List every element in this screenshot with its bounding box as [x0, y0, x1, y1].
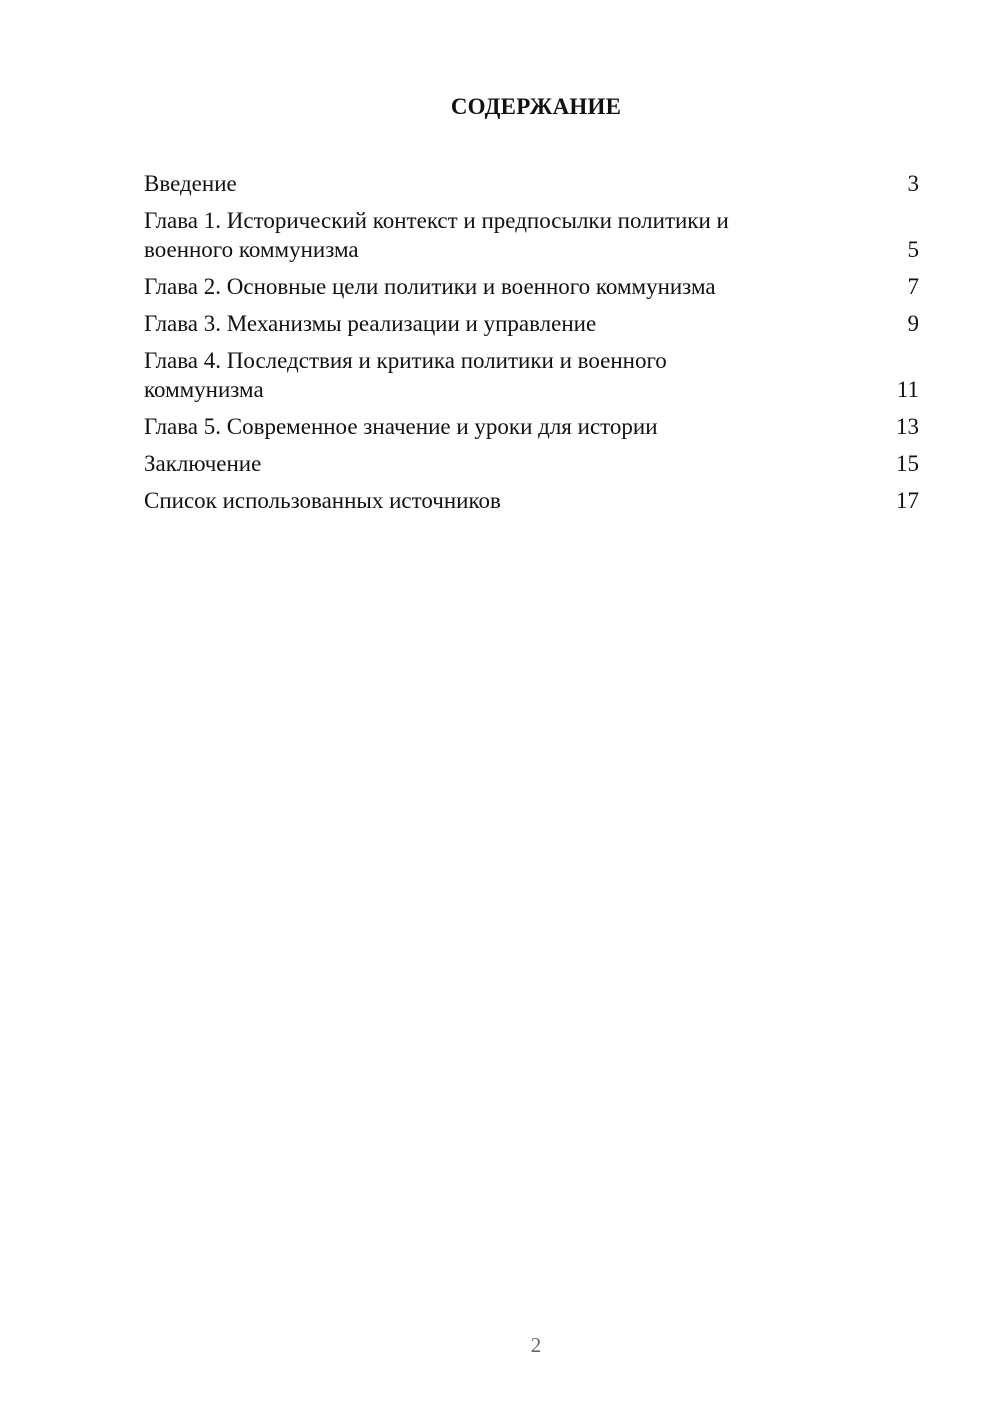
toc-entry-chapter-3	[144, 309, 919, 338]
toc-entry-chapter-4	[144, 346, 919, 404]
toc-entry-title: Глава 1. Исторический контекст и предпосылки политики и военного коммунизма	[144, 208, 729, 262]
toc-entry-page-number: 13	[896, 414, 919, 439]
toc-entry-chapter-1	[144, 206, 919, 264]
toc-entry-title: Введение	[144, 171, 237, 196]
toc-entry-page-number: 3	[907, 171, 919, 196]
toc-entry-page-number: 11	[896, 377, 919, 402]
toc-entry-title: Глава 3. Механизмы реализации и управление	[144, 311, 597, 336]
toc-entry-chapter-5	[144, 412, 919, 441]
toc-entry-title: Список использованных источников	[144, 488, 501, 513]
toc-entry-page-number: 7	[907, 274, 919, 299]
toc-entry-page-number: 5	[907, 237, 919, 262]
toc-entry-title: Глава 4. Последствия и критика политики и военного коммунизма	[144, 348, 667, 402]
toc-entry-title: Глава 5. Современное значение и уроки для истории	[144, 414, 658, 439]
toc-entry-page-number: 17	[896, 488, 919, 513]
toc-entry-page-number: 9	[907, 311, 919, 336]
page-number-footer: 2	[530, 1333, 542, 1357]
table-of-contents	[144, 169, 919, 523]
toc-heading: СОДЕРЖАНИЕ	[450, 94, 622, 119]
toc-entry-title: Глава 2. Основные цели политики и военного коммунизма	[144, 274, 716, 299]
toc-entry-page-number: 15	[896, 451, 919, 476]
toc-entry-title: Заключение	[144, 451, 262, 476]
toc-entry-references	[144, 486, 919, 515]
toc-entry-conclusion	[144, 449, 919, 478]
toc-entry-chapter-2	[144, 272, 919, 301]
toc-entry-introduction	[144, 169, 919, 198]
